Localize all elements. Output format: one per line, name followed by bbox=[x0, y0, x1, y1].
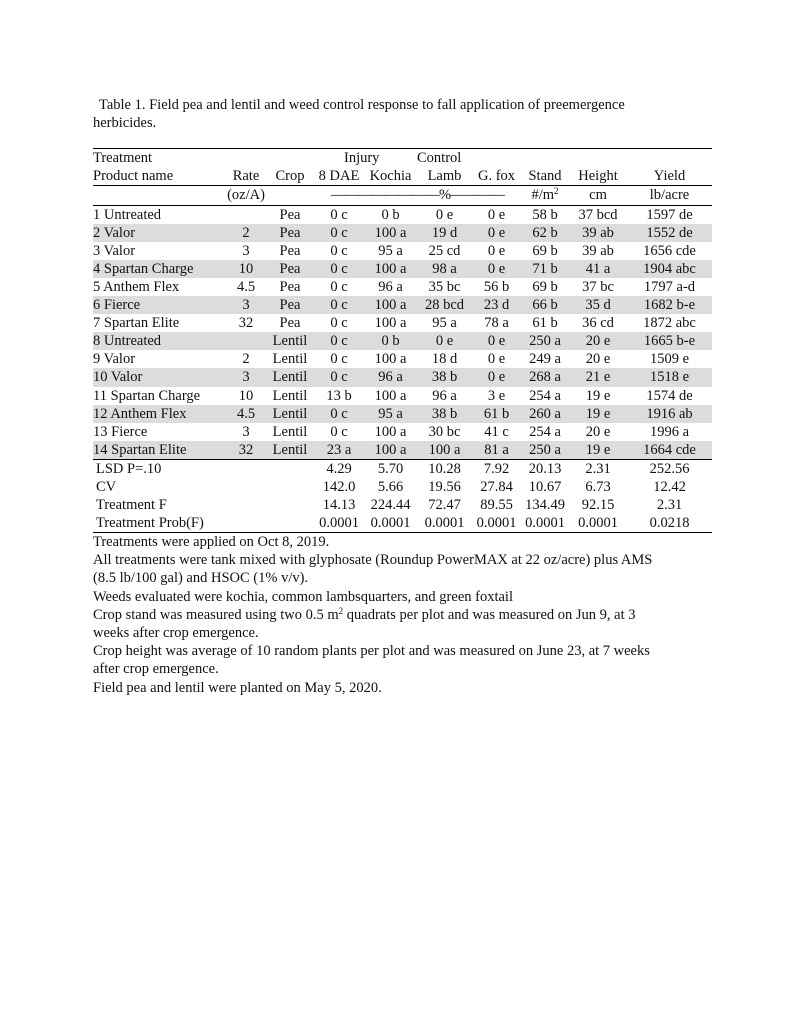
cell-kochia: 100 a bbox=[364, 296, 417, 314]
stat-gfox: 27.84 bbox=[480, 479, 513, 496]
cell-kochia: 95 a bbox=[378, 242, 403, 259]
treatment-name: 8 Untreated bbox=[93, 332, 226, 350]
stat-stand: 20.13 bbox=[528, 460, 562, 477]
treatment-name: 11 Spartan Charge bbox=[93, 387, 201, 404]
table-row bbox=[93, 296, 712, 314]
cell-injury: 0 c bbox=[314, 332, 364, 350]
stat-height: 0.0001 bbox=[569, 514, 627, 533]
header-crop: Crop bbox=[266, 167, 314, 186]
cell-yield: 1872 abc bbox=[643, 315, 696, 332]
cell-crop: Pea bbox=[279, 242, 301, 259]
stat-yield: 12.42 bbox=[653, 479, 686, 496]
treatment-name: 4 Spartan Charge bbox=[93, 260, 226, 278]
stats-row bbox=[93, 478, 712, 496]
cell-yield: 1597 de bbox=[646, 206, 693, 223]
cell-kochia: 96 a bbox=[364, 368, 417, 386]
stat-stand: 134.49 bbox=[525, 497, 565, 514]
cell-lamb: 19 d bbox=[417, 224, 472, 242]
cell-kochia: 0 b bbox=[364, 332, 417, 350]
header-yield: Yield bbox=[627, 167, 712, 186]
cell-kochia: 100 a bbox=[364, 441, 417, 460]
cell-kochia: 100 a bbox=[374, 423, 407, 440]
cell-height: 20 e bbox=[569, 332, 627, 350]
cell-stand: 71 b bbox=[521, 260, 569, 278]
cell-lamb: 98 a bbox=[417, 260, 472, 278]
stat-kochia: 0.0001 bbox=[364, 514, 417, 533]
cell-injury: 0 c bbox=[330, 242, 348, 259]
note: Field pea and lentil were planted on May 5, 2020. bbox=[93, 679, 382, 696]
cell-rate bbox=[226, 332, 266, 350]
cell-lamb: 25 cd bbox=[428, 242, 461, 259]
cell-lamb: 18 d bbox=[431, 351, 458, 368]
cell-lamb: 95 a bbox=[432, 315, 457, 332]
stat-lamb: 10.28 bbox=[428, 460, 461, 477]
cell-height: 36 cd bbox=[582, 315, 614, 332]
treatment-name: 14 Spartan Elite bbox=[93, 441, 226, 460]
cell-gfox: 23 d bbox=[472, 296, 521, 314]
cell-gfox: 56 b bbox=[483, 278, 510, 295]
cell-height: 37 bcd bbox=[578, 206, 618, 223]
table-row bbox=[93, 405, 712, 423]
cell-stand: 260 a bbox=[521, 405, 569, 423]
header-height: Height bbox=[569, 167, 627, 186]
cell-kochia: 100 a bbox=[364, 260, 417, 278]
cell-kochia: 100 a bbox=[374, 315, 407, 332]
header-row bbox=[93, 149, 712, 168]
header-gfox: G. fox bbox=[472, 167, 521, 186]
cell-rate: 4.5 bbox=[226, 405, 266, 423]
stat-label: LSD P=.10 bbox=[96, 460, 162, 477]
cell-crop: Pea bbox=[266, 296, 314, 314]
cell-height: 19 e bbox=[569, 441, 627, 460]
results-table bbox=[93, 148, 712, 533]
unit-rate: (oz/A) bbox=[227, 187, 265, 204]
cell-kochia: 95 a bbox=[364, 405, 417, 423]
treatment-name: 12 Anthem Flex bbox=[93, 405, 226, 423]
cell-stand: 61 b bbox=[532, 315, 558, 332]
cell-lamb: 28 bcd bbox=[417, 296, 472, 314]
cell-yield: 1509 e bbox=[649, 351, 690, 368]
cell-crop: Lentil bbox=[272, 351, 308, 368]
cell-crop: Lentil bbox=[266, 405, 314, 423]
stat-stand: 0.0001 bbox=[521, 514, 569, 533]
cell-height: 35 d bbox=[569, 296, 627, 314]
cell-injury: 23 a bbox=[314, 441, 364, 460]
table-notes bbox=[93, 533, 703, 697]
stat-height: 2.31 bbox=[585, 460, 611, 477]
unit-height: cm bbox=[569, 186, 627, 205]
header-injury: Injury bbox=[314, 149, 417, 168]
treatment-name: 9 Valor bbox=[93, 351, 136, 368]
cell-stand: 66 b bbox=[521, 296, 569, 314]
stat-label: Treatment Prob(F) bbox=[93, 514, 314, 533]
treatment-name: 2 Valor bbox=[93, 224, 226, 242]
cell-lamb: 38 b bbox=[417, 368, 472, 386]
header-row bbox=[93, 167, 712, 186]
stats-row bbox=[93, 496, 712, 514]
header-product-name: Product name bbox=[93, 167, 226, 186]
table-row bbox=[93, 278, 712, 296]
cell-rate: 32 bbox=[238, 315, 254, 332]
cell-yield: 1664 cde bbox=[627, 441, 712, 460]
cell-stand: 268 a bbox=[521, 368, 569, 386]
unit-yield: lb/acre bbox=[627, 186, 712, 205]
cell-yield: 1552 de bbox=[627, 224, 712, 242]
table-row bbox=[93, 205, 712, 224]
cell-gfox: 61 b bbox=[472, 405, 521, 423]
header-stand: Stand bbox=[521, 167, 569, 186]
cell-rate: 2 bbox=[242, 351, 250, 368]
treatment-name: 1 Untreated bbox=[93, 206, 162, 223]
table-row bbox=[93, 332, 712, 350]
stat-kochia: 5.70 bbox=[377, 460, 404, 477]
stat-gfox: 7.92 bbox=[483, 460, 510, 477]
cell-rate: 3 bbox=[226, 368, 266, 386]
stat-injury: 142.0 bbox=[322, 479, 356, 496]
note: (8.5 lb/100 gal) and HSOC (1% v/v). bbox=[93, 570, 309, 587]
cell-height: 21 e bbox=[569, 368, 627, 386]
stat-label: CV bbox=[96, 479, 117, 496]
stat-lamb: 72.47 bbox=[428, 497, 461, 514]
cell-gfox: 0 e bbox=[472, 224, 521, 242]
stat-gfox: 0.0001 bbox=[472, 514, 521, 533]
cell-lamb: 38 b bbox=[417, 405, 472, 423]
caption-line: herbicides. bbox=[93, 115, 157, 131]
cell-kochia: 0 b bbox=[381, 206, 400, 223]
treatment-name: 5 Anthem Flex bbox=[93, 278, 180, 295]
stat-height: 6.73 bbox=[585, 479, 611, 496]
note: Crop stand was measured using two 0.5 $m^2$ quadrats per plot and was measured on Jun 9, at 3 bbox=[93, 605, 636, 623]
cell-gfox: 0 e bbox=[487, 351, 506, 368]
cell-crop: Lentil bbox=[266, 441, 314, 460]
cell-gfox: 0 e bbox=[472, 260, 521, 278]
cell-lamb: 100 a bbox=[417, 441, 472, 460]
cell-gfox: 0 e bbox=[487, 242, 506, 259]
stat-kochia: 5.66 bbox=[377, 479, 404, 496]
table-row bbox=[93, 368, 712, 386]
treatment-name: 3 Valor bbox=[93, 242, 136, 259]
cell-crop: Lentil bbox=[272, 423, 308, 440]
unit-stand: $\#/m^2$ bbox=[521, 186, 569, 205]
cell-rate: 3 bbox=[242, 423, 250, 440]
cell-crop: Pea bbox=[279, 206, 301, 223]
cell-height: 20 e bbox=[585, 423, 611, 440]
note: All treatments were tank mixed with glyphosate (Roundup PowerMAX at 22 oz/acre) plus AMS bbox=[93, 552, 653, 569]
cell-kochia: 96 a bbox=[378, 278, 403, 295]
header-rate: Rate bbox=[226, 167, 266, 186]
cell-stand: 249 a bbox=[529, 351, 561, 368]
cell-yield: 1574 de bbox=[646, 387, 693, 404]
cell-crop: Pea bbox=[266, 260, 314, 278]
cell-stand: 254 a bbox=[529, 423, 561, 440]
cell-height: 19 e bbox=[569, 405, 627, 423]
stat-stand: 10.67 bbox=[528, 479, 562, 496]
stat-kochia: 224.44 bbox=[370, 497, 411, 514]
table-row bbox=[93, 224, 712, 242]
cell-gfox: 81 a bbox=[472, 441, 521, 460]
cell-stand: 69 b bbox=[532, 242, 558, 259]
table-row bbox=[93, 260, 712, 278]
cell-crop: Pea bbox=[279, 315, 301, 332]
cell-gfox: 0 e bbox=[487, 206, 506, 223]
stat-injury: 0.0001 bbox=[314, 514, 364, 533]
cell-gfox: 41 c bbox=[484, 423, 509, 440]
stat-label: Treatment F bbox=[96, 497, 167, 514]
cell-crop: Pea bbox=[279, 278, 301, 295]
cell-yield: 1682 b-e bbox=[627, 296, 712, 314]
cell-yield: 1797 a-d bbox=[643, 278, 696, 295]
stats-row bbox=[93, 514, 712, 533]
cell-rate: 10 bbox=[226, 260, 266, 278]
cell-height: 39 ab bbox=[582, 242, 614, 259]
cell-lamb: 35 bc bbox=[428, 278, 461, 295]
cell-crop: Lentil bbox=[266, 368, 314, 386]
cell-injury: 13 b bbox=[326, 387, 352, 404]
table-row bbox=[93, 441, 712, 460]
cell-height: 39 ab bbox=[569, 224, 627, 242]
cell-gfox: 3 e bbox=[487, 387, 506, 404]
cell-lamb: 30 bc bbox=[428, 423, 461, 440]
cell-yield: 1665 b-e bbox=[627, 332, 712, 350]
cell-injury: 0 c bbox=[314, 368, 364, 386]
cell-yield: 1996 a bbox=[649, 423, 690, 440]
cell-rate: 3 bbox=[226, 296, 266, 314]
header-control: Control bbox=[417, 149, 521, 168]
stat-injury: 14.13 bbox=[322, 497, 356, 514]
cell-lamb: 0 e bbox=[417, 332, 472, 350]
stat-gfox: 89.55 bbox=[480, 497, 513, 514]
cell-gfox: 78 a bbox=[484, 315, 509, 332]
cell-stand: 58 b bbox=[532, 206, 558, 223]
cell-rate: 32 bbox=[226, 441, 266, 460]
header-lamb: Lamb bbox=[417, 167, 472, 186]
cell-kochia: 100 a bbox=[374, 351, 407, 368]
cell-rate: 4.5 bbox=[236, 278, 256, 295]
cell-stand: 250 a bbox=[521, 441, 569, 460]
table-row bbox=[93, 314, 712, 332]
cell-yield: 1656 cde bbox=[643, 242, 696, 259]
treatment-name: 7 Spartan Elite bbox=[93, 315, 180, 332]
cell-lamb: 0 e bbox=[435, 206, 454, 223]
unit-percent: ————————%———— bbox=[314, 186, 521, 205]
caption-line: Table 1. Field pea and lentil and weed control response to fall application of preemergence bbox=[99, 97, 625, 113]
stats-row bbox=[93, 459, 712, 478]
cell-injury: 0 c bbox=[330, 423, 348, 440]
stat-lamb: 0.0001 bbox=[417, 514, 472, 533]
header-kochia: Kochia bbox=[364, 167, 417, 186]
cell-yield: 1904 abc bbox=[627, 260, 712, 278]
cell-stand: 69 b bbox=[532, 278, 558, 295]
cell-height: 41 a bbox=[569, 260, 627, 278]
treatment-name: 6 Fierce bbox=[93, 296, 226, 314]
cell-rate: 2 bbox=[226, 224, 266, 242]
header-treatment: Treatment bbox=[93, 149, 226, 168]
cell-height: 19 e bbox=[585, 387, 611, 404]
stat-height: 92.15 bbox=[581, 497, 615, 514]
cell-injury: 0 c bbox=[330, 315, 348, 332]
cell-kochia: 100 a bbox=[374, 387, 407, 404]
cell-injury: 0 c bbox=[330, 278, 348, 295]
cell-height: 37 bc bbox=[582, 278, 614, 295]
cell-height: 20 e bbox=[585, 351, 611, 368]
table-row bbox=[93, 423, 712, 441]
units-row bbox=[93, 186, 712, 205]
cell-injury: 0 c bbox=[314, 296, 364, 314]
cell-rate bbox=[226, 205, 266, 224]
cell-rate: 10 bbox=[238, 387, 254, 404]
treatment-name: 10 Valor bbox=[93, 368, 226, 386]
note: Weeds evaluated were kochia, common lambsquarters, and green foxtail bbox=[93, 588, 513, 605]
cell-yield: 1518 e bbox=[627, 368, 712, 386]
cell-kochia: 100 a bbox=[364, 224, 417, 242]
header-dae: 8 DAE bbox=[314, 167, 364, 186]
cell-stand: 62 b bbox=[521, 224, 569, 242]
cell-injury: 0 c bbox=[330, 206, 348, 223]
note: weeks after crop emergence. bbox=[93, 625, 259, 642]
note: Crop height was average of 10 random plants per plot and was measured on June 23, at 7 weeks bbox=[93, 643, 650, 660]
table-row bbox=[93, 350, 712, 368]
cell-stand: 250 a bbox=[521, 332, 569, 350]
cell-crop: Lentil bbox=[272, 387, 308, 404]
note: after crop emergence. bbox=[93, 661, 219, 678]
cell-injury: 0 c bbox=[314, 260, 364, 278]
treatment-name: 13 Fierce bbox=[93, 423, 148, 440]
stat-yield: 2.31 bbox=[656, 497, 683, 514]
cell-stand: 254 a bbox=[529, 387, 561, 404]
stat-injury: 4.29 bbox=[326, 460, 352, 477]
cell-injury: 0 c bbox=[314, 405, 364, 423]
stat-lamb: 19.56 bbox=[428, 479, 461, 496]
cell-crop: Lentil bbox=[266, 332, 314, 350]
cell-rate: 3 bbox=[242, 242, 250, 259]
cell-lamb: 96 a bbox=[432, 387, 457, 404]
table-row bbox=[93, 242, 712, 260]
cell-yield: 1916 ab bbox=[627, 405, 712, 423]
cell-injury: 0 c bbox=[314, 224, 364, 242]
table-row bbox=[93, 387, 712, 405]
table-caption bbox=[93, 96, 693, 132]
cell-gfox: 0 e bbox=[472, 368, 521, 386]
cell-gfox: 0 e bbox=[472, 332, 521, 350]
note: Treatments were applied on Oct 8, 2019. bbox=[93, 534, 330, 550]
cell-crop: Pea bbox=[266, 224, 314, 242]
stat-yield: 0.0218 bbox=[627, 514, 712, 533]
stat-yield: 252.56 bbox=[649, 460, 690, 477]
cell-injury: 0 c bbox=[330, 351, 348, 368]
